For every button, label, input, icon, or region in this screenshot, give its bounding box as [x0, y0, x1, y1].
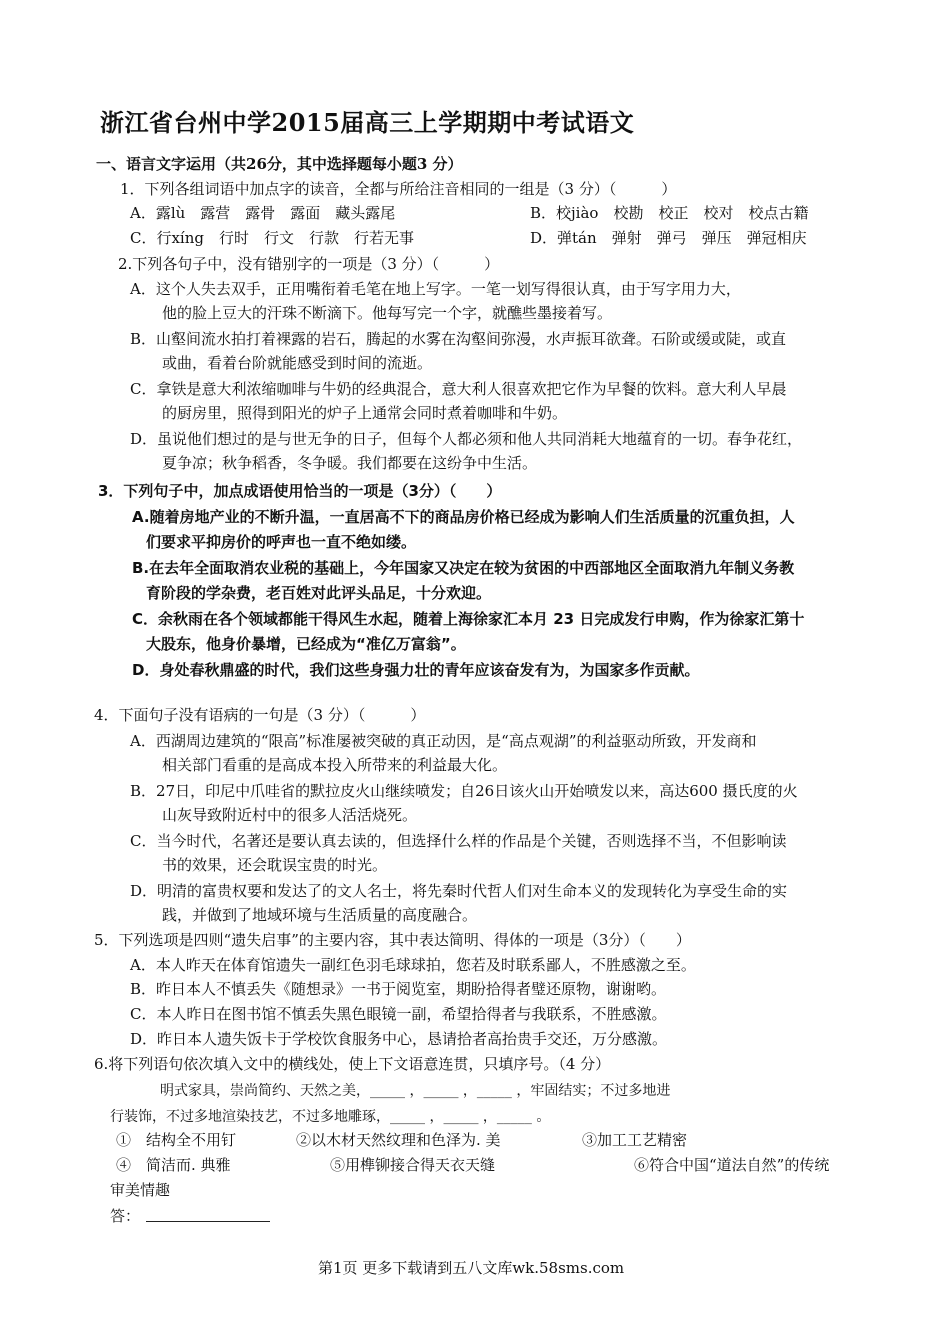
q3-stem: 3．下列句子中，加点成语使用恰当的一项是（3分）（ ）	[98, 482, 502, 500]
q6-option-1: ① 结构全不用钉	[116, 1131, 237, 1149]
q2-stem: 2.下列各句子中，没有错别字的一项是（3 分）（ ）	[118, 255, 500, 273]
q3-option-a: A.随着房地产业的不断升温，一直居高不下的商品房价格已经成为影响人们生活质量的沉重负担，人	[132, 508, 795, 526]
q1-option-b: B．校jiào 校勘 校正 校对 校点古籍	[530, 204, 809, 222]
q6-option-3: ③加工工艺精密	[582, 1131, 688, 1149]
q4-stem: 4．下面句子没有语病的一句是（3 分）（ ）	[94, 706, 426, 724]
q4-option-b-cont: 山灰导致附近村中的很多人活活烧死。	[162, 806, 418, 824]
q6-stem: 6.将下列语句依次填入文中的横线处，使上下文语意连贯，只填序号。（4 分）	[94, 1055, 611, 1073]
q2-option-c: C．拿铁是意大利浓缩咖啡与牛奶的经典混合，意大利人很喜欢把它作为早餐的饮料。意大利人早晨	[130, 380, 787, 398]
q3-option-c-cont: 大股东，他身价暴增，已经成为“准亿万富翁”。	[146, 635, 466, 653]
q6-option-5: ⑤用榫铆接合得天衣天缝	[330, 1156, 496, 1174]
q6-option-6-cont: 审美情趣	[110, 1181, 171, 1199]
page-footer: 第1页 更多下载请到五八文库wk.58sms.com	[318, 1259, 625, 1277]
q3-option-b-cont: 育阶段的学杂费，老百姓对此评头品足，十分欢迎。	[146, 584, 492, 602]
q1-option-a: A．露lù 露营 露骨 露面 藏头露尾	[130, 204, 396, 222]
q4-option-a-cont: 相关部门看重的是高成本投入所带来的利益最大化。	[162, 756, 508, 774]
q1-stem: 1．下列各组词语中加点字的读音，全都与所给注音相同的一组是（3 分）（ ）	[120, 180, 677, 198]
q3-option-d: D．身处春秋鼎盛的时代，我们这些身强力壮的青年应该奋发有为，为国家多作贡献。	[132, 661, 700, 679]
q2-option-d: D．虽说他们想过的是与世无争的日子，但每个人都必须和他人共同消耗大地蕴育的一切。春争花红，	[130, 430, 803, 448]
q3-option-a-cont: 们要求平抑房价的呼声也一直不绝如缕。	[146, 533, 417, 551]
q2-option-c-cont: 的厨房里，照得到阳光的炉子上通常会同时煮着咖啡和牛奶。	[162, 404, 568, 422]
page-title: 浙江省台州中学2015届高三上学期期中考试语文	[100, 108, 635, 137]
q2-option-b-cont: 或曲，看着台阶就能感受到时间的流逝。	[162, 354, 433, 372]
q5-option-c: C．本人昨日在图书馆不慎丢失黑色眼镜一副，希望拾得者与我联系，不胜感激。	[130, 1005, 667, 1023]
q5-option-d: D．昨日本人遗失饭卡于学校饮食服务中心，恳请拾者高抬贵手交还，万分感激。	[130, 1030, 668, 1048]
q2-option-a-cont: 他的脸上豆大的汗珠不断滴下。他每写完一个字，就醮些墨接着写。	[162, 304, 613, 322]
section-heading: 一、语言文字运用（共26分，其中选择题每小题3 分）	[96, 155, 463, 173]
q2-option-d-cont: 夏争凉；秋争稻香，冬争暖。我们都要在这纷争中生活。	[162, 454, 538, 472]
q6-passage-line1: 明式家具，崇尚简约、天然之美，_____ ，_____ ，_____ ，牢固结实；不过多地进	[160, 1083, 671, 1099]
answer-blank[interactable]	[146, 1221, 270, 1222]
q6-option-2: ②以木材天然纹理和色泽为. 美	[296, 1131, 501, 1149]
q6-passage-line2: 行装饰，不过多地渲染技艺，不过多地雕琢，_____ ，_____ ，_____ 。	[110, 1109, 551, 1125]
q4-option-c: C．当今时代，名著还是要认真去读的，但选择什么样的作品是个关键，否则选择不当，不但影响读	[130, 832, 787, 850]
q5-option-a: A．本人昨天在体育馆遗失一副红色羽毛球球拍，您若及时联系鄙人，不胜感激之至。	[130, 956, 696, 974]
q4-option-d: D．明清的富贵权要和发达了的文人名士，将先秦时代哲人们对生命本义的发现转化为享受生命的实	[130, 882, 788, 900]
q5-option-b: B．昨日本人不慎丢失《随想录》一书于阅览室，期盼拾得者璧还原物，谢谢哟。	[130, 980, 667, 998]
q2-option-b: B．山壑间流水拍打着裸露的岩石，腾起的水雾在沟壑间弥漫，水声振耳欲聋。石阶或缓或陡，或直	[130, 330, 787, 348]
q2-option-a: A．这个人失去双手，正用嘴衔着毛笔在地上写字。一笔一划写得很认真，由于写字用力大，	[130, 280, 741, 298]
q3-option-b: B.在去年全面取消农业税的基础上，今年国家又决定在较为贫困的中西部地区全面取消九年制义务教	[132, 559, 795, 577]
q4-option-d-cont: 践，并做到了地域环境与生活质量的高度融合。	[162, 906, 478, 924]
q5-stem: 5．下列选项是四则“遗失启事”的主要内容，其中表达简明、得体的一项是（3分）（ ）	[94, 931, 691, 949]
q6-option-6: ⑥符合中国“道法自然”的传统	[634, 1156, 830, 1174]
q1-option-d: D．弹tán 弹射 弹弓 弹压 弹冠相庆	[530, 229, 807, 247]
q4-option-c-cont: 书的效果，还会耽误宝贵的时光。	[162, 856, 388, 874]
q4-option-b: B．27日，印尼中爪哇省的默拉皮火山继续喷发；自26日该火山开始喷发以来，高达600 摄氏度的火	[130, 782, 798, 800]
q1-option-c: C．行xíng 行时 行文 行款 行若无事	[130, 229, 414, 247]
q6-option-4: ④ 简洁而. 典雅	[116, 1156, 231, 1174]
q3-option-c: C．余秋雨在各个领域都能干得风生水起，随着上海徐家汇本月 23 日完成发行申购，作为徐家汇第十	[132, 610, 805, 628]
q4-option-a: A．西湖周边建筑的“限高”标准屡被突破的真正动因，是“高点观湖”的利益驱动所致，开发商和	[130, 732, 757, 750]
answer-label: 答：	[110, 1207, 141, 1225]
